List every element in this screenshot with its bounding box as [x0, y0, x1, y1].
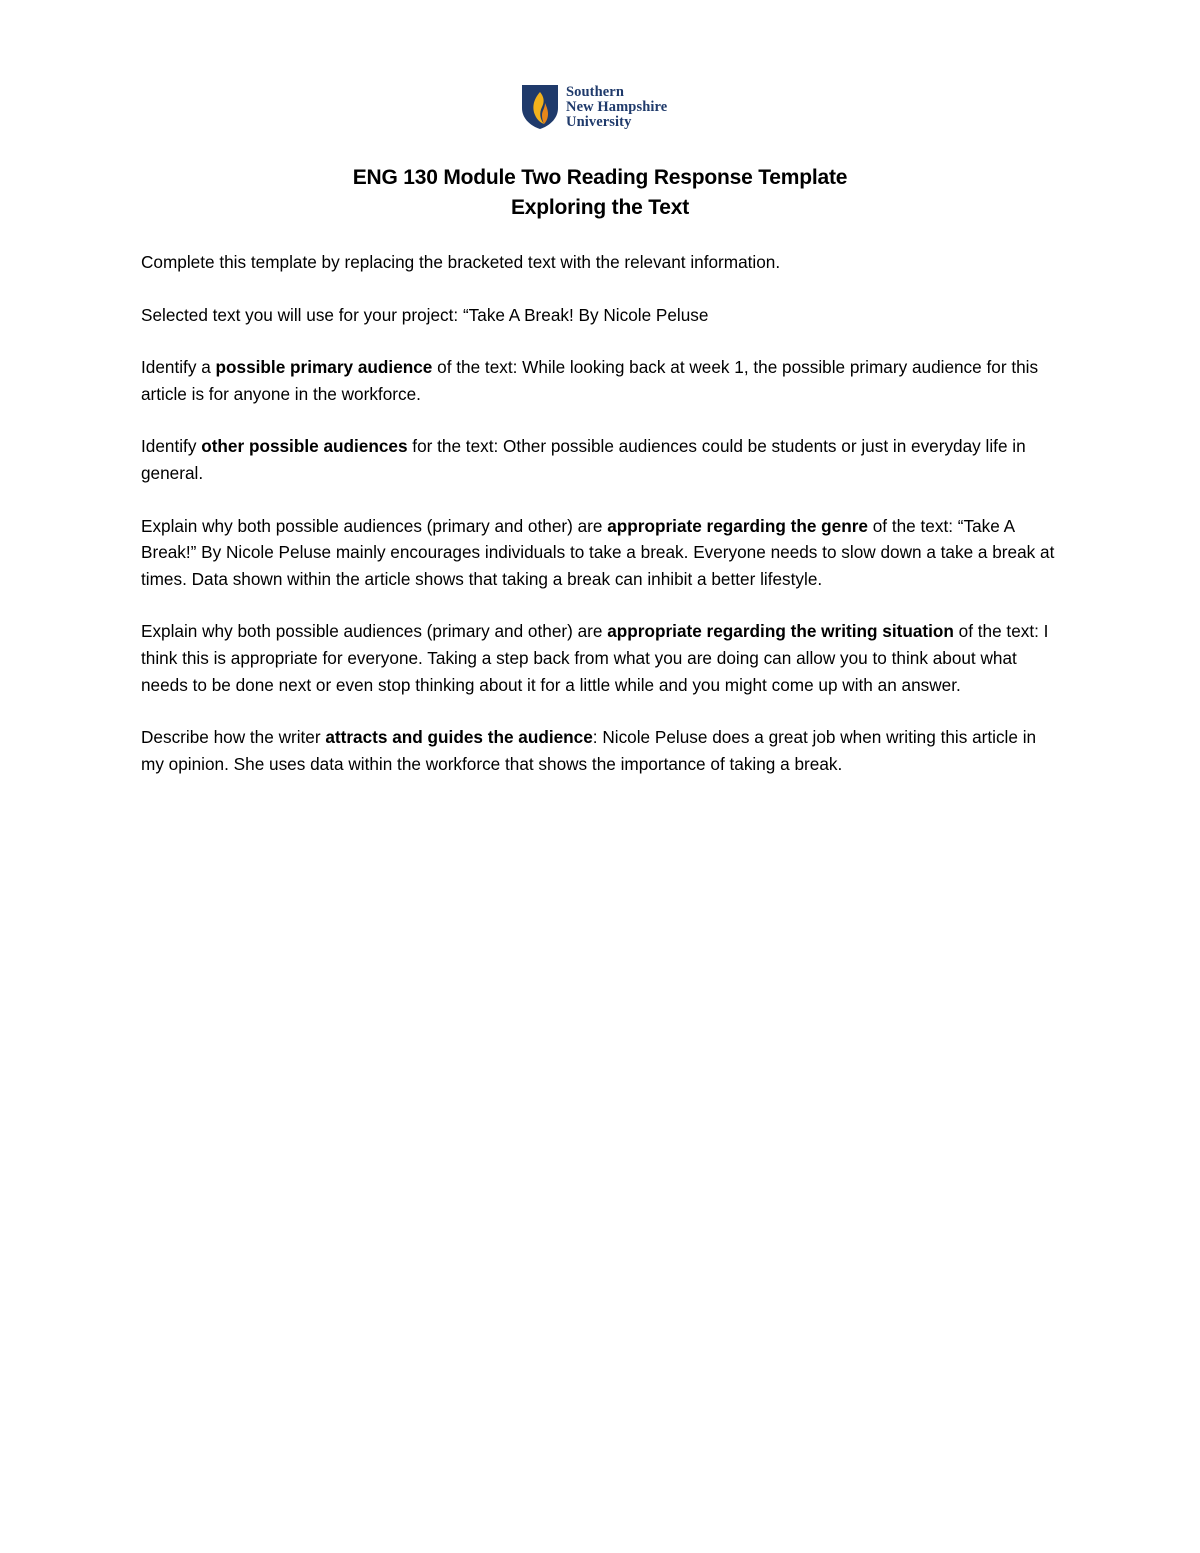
genre-suffix: of the text:: [867, 515, 953, 536]
attracts-guides-keyword: attracts and guides the audience: [325, 727, 593, 748]
writing-situation-keyword: appropriate regarding the writing situation: [607, 621, 954, 642]
title-block: [0, 163, 1200, 223]
primary-audience-suffix: of the text:: [432, 357, 518, 378]
genre-keyword: appropriate regarding the genre: [607, 515, 868, 536]
logo-wordmark: [566, 85, 667, 130]
snhu-logo: [521, 84, 667, 130]
other-audiences-prefix: Identify: [141, 436, 202, 457]
document-title: ENG 130 Module Two Reading Response Template: [352, 166, 848, 189]
other-audiences-keyword: other possible audiences: [201, 436, 408, 457]
genre-prefix: Explain why both possible audiences (primary and other) are: [141, 515, 608, 536]
writing-situation-suffix: of the text:: [953, 621, 1039, 642]
other-audiences-paragraph: [141, 433, 1061, 486]
genre-paragraph: [141, 513, 1061, 593]
document-body: [141, 249, 1061, 803]
primary-audience-answer: While looking back at week 1, the possible primary audience for this article is for anyone in the workforce.: [141, 357, 1039, 404]
attracts-guides-answer: Nicole Peluse does a great job when writing this article in my opinion. She uses data within the workforce that shows the importance of taking a break.: [141, 727, 1037, 774]
logo-line-3: University: [566, 113, 632, 130]
attracts-guides-suffix: :: [592, 727, 598, 748]
selected-text-answer: “Take A Break! By Nicole Peluse: [458, 304, 709, 325]
primary-audience-paragraph: [141, 354, 1061, 407]
selected-text-paragraph: [141, 302, 1061, 329]
attracts-guides-prefix: Describe how the writer: [141, 727, 326, 748]
logo-line-1: Southern: [566, 83, 625, 100]
other-audiences-answer: Other possible audiences could be students or just in everyday life in general.: [141, 436, 1026, 483]
other-audiences-suffix: for the text:: [407, 436, 499, 457]
document-subtitle: Exploring the Text: [510, 196, 690, 219]
primary-audience-prefix: Identify a: [141, 357, 216, 378]
primary-audience-keyword: possible primary audience: [215, 357, 433, 378]
snhu-shield-icon: [521, 84, 559, 130]
genre-answer: “Take A Break!” By Nicole Peluse mainly encourages individuals to take a break. Everyone needs to slow down a take a break at times. Data shown within the article shows that taking a break can inhibit a better lifestyle.: [141, 515, 1055, 589]
writing-situation-prefix: Explain why both possible audiences (primary and other) are: [141, 621, 608, 642]
attracts-guides-paragraph: [141, 724, 1061, 777]
logo-line-2: New Hampshire: [566, 98, 668, 115]
selected-text-label: Selected text you will use for your project:: [141, 304, 459, 325]
writing-situation-paragraph: [141, 618, 1061, 698]
writing-situation-answer: I think this is appropriate for everyone. Taking a step back from what you are doing can allow you to think about what needs to be done next or even stop thinking about it for a little while and you might come up with an answer.: [141, 621, 1049, 695]
instructions-paragraph: Complete this template by replacing the bracketed text with the relevant information.: [141, 252, 781, 272]
